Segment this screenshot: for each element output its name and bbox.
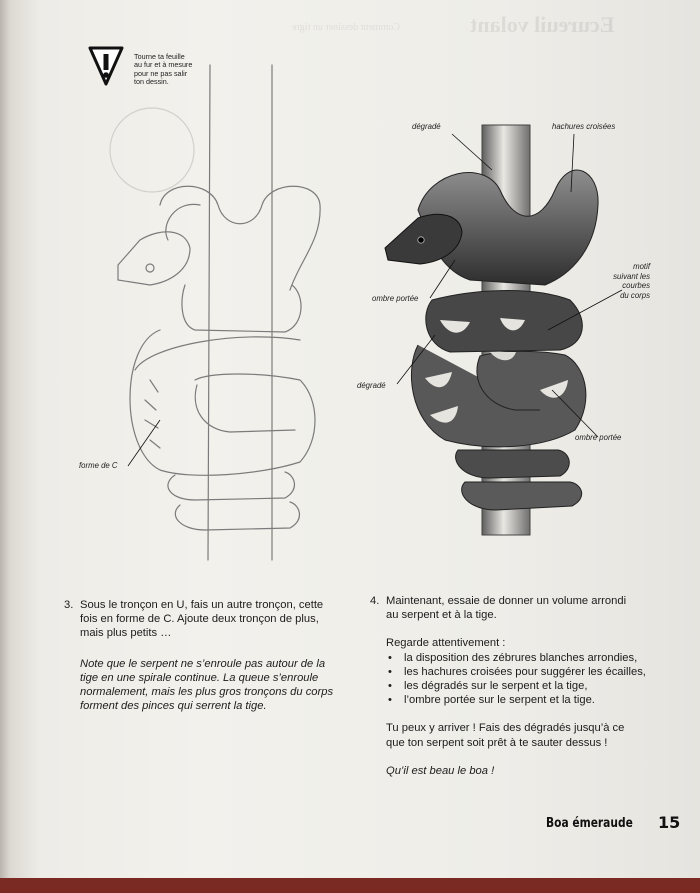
checklist-item: • l’ombre portée sur le serpent et la tige.: [386, 693, 686, 707]
label-ombre-portee-right: ombre portée: [575, 433, 622, 442]
checklist-item: • les hachures croisées pour suggérer les écailles,: [386, 665, 686, 679]
label-degrade-left: dégradé: [357, 381, 386, 390]
step-3-note-line: Note que le serpent ne s’enroule pas autour de la: [80, 657, 326, 670]
step-3-line: Sous le tronçon en U, fais un autre tronçon, cette: [80, 599, 324, 611]
step-3-line: fois en forme de C. Ajoute deux tronçon de plus,: [80, 613, 319, 626]
page-title: Boa émeraude: [546, 816, 633, 831]
checklist-item: • les dégradés sur le serpent et la tige,: [386, 679, 686, 693]
show-through-title: Ecureuil volant: [470, 12, 615, 37]
step-3-number: 3.: [64, 599, 74, 611]
step-4-line: Maintenant, essaie de donner un volume arrondi: [386, 595, 627, 607]
step-4-line: au serpent et à la tige.: [386, 609, 497, 622]
encourage-line: que ton serpent soit prêt à te sauter dessus !: [386, 736, 608, 749]
label-forme-de-c: forme de C: [79, 461, 118, 470]
label-motif: motif suivant les courbes du corps: [613, 262, 650, 300]
label-degrade-top: dégradé: [412, 122, 441, 131]
page-number: 15: [658, 813, 681, 832]
step-3-note-line: normalement, mais les plus gros tronçons du corps: [80, 686, 334, 699]
encourage-line: Tu peux y arriver ! Fais des dégradés jusqu’à ce: [386, 722, 625, 735]
step-4: [370, 594, 686, 778]
step-3-note-line: tige en une spirale continue. La queue s’enroule: [80, 671, 319, 684]
step-3: [64, 598, 370, 713]
label-hachures-croisees: hachures croisées: [552, 122, 616, 131]
closing-line: Qu’il est beau le boa !: [386, 764, 495, 777]
label-ombre-portee-left: ombre portée: [372, 294, 419, 303]
step-3-note-line: forment des pinces qui serrent la tige.: [80, 700, 267, 713]
look-label: Regarde attentivement :: [386, 637, 506, 650]
warning-text: Tourne ta feuille au fur et à mesure pour ne pas salir ton dessin.: [134, 52, 193, 86]
show-through-subtitle: Comment dessiner un tigre: [292, 22, 401, 33]
step-3-line: mais plus petits …: [80, 627, 172, 640]
checklist: [386, 651, 686, 708]
checklist-item: • la disposition des zébrures blanches arrondies,: [386, 651, 686, 665]
step-4-number: 4.: [370, 595, 380, 607]
